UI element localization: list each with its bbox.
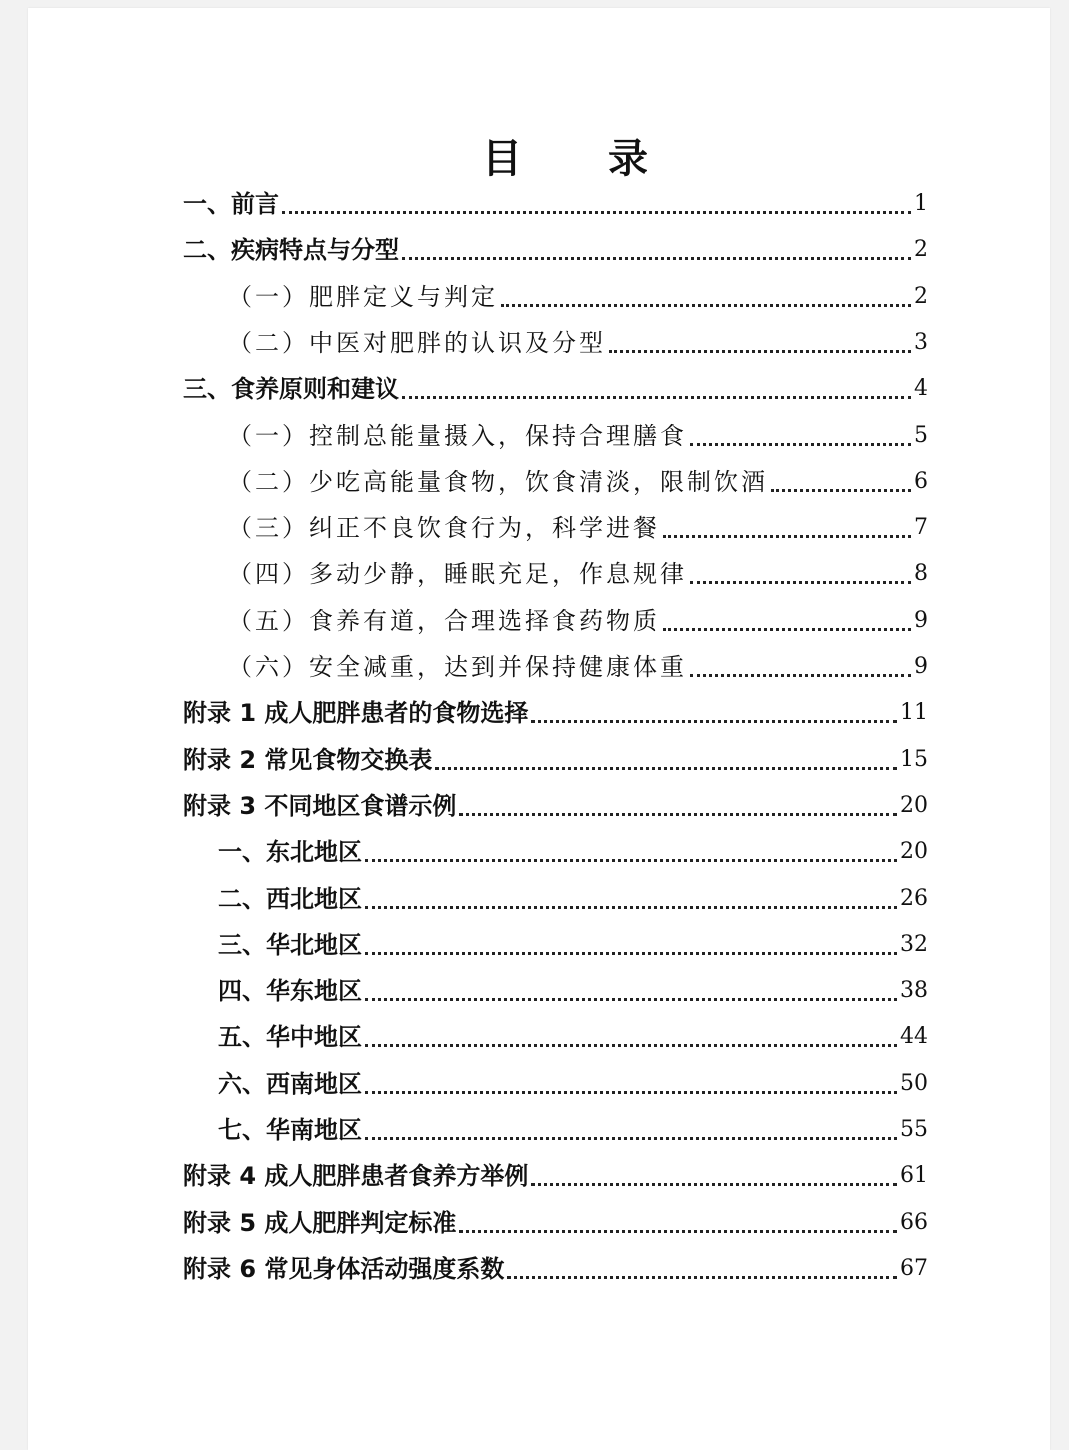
toc-entry-label: （六）安全减重，达到并保持健康体重 [228, 653, 687, 681]
toc-entry-label: 三、食养原则和建议 [183, 375, 399, 403]
toc-page-number: 2 [914, 284, 928, 309]
toc-page-number: 9 [914, 608, 928, 633]
toc-entry[interactable] [218, 1067, 928, 1101]
toc-entry[interactable] [228, 650, 928, 684]
dot-leader [501, 304, 911, 307]
toc-entry-label: （三）纠正不良饮食行为，科学进餐 [228, 514, 660, 542]
toc-entry[interactable] [218, 974, 928, 1008]
dot-leader [365, 906, 897, 909]
toc-entry-label: 附录 1 成人肥胖患者的食物选择 [183, 699, 529, 727]
toc-page-number: 5 [914, 423, 928, 448]
toc-page-number: 15 [900, 747, 928, 772]
toc-page-number: 32 [900, 932, 928, 957]
toc-page-number: 38 [900, 978, 928, 1003]
dot-leader [609, 350, 911, 353]
toc-entry-label: 一、前言 [183, 190, 279, 218]
toc-entry[interactable] [228, 326, 928, 360]
toc-page-number: 9 [914, 654, 928, 679]
toc-entry-label: 七、华南地区 [218, 1116, 362, 1144]
dot-leader [771, 489, 911, 492]
toc-entry-label: 五、华中地区 [218, 1023, 362, 1051]
toc-entry[interactable] [218, 1020, 928, 1054]
toc-page-number: 11 [900, 700, 928, 725]
toc-entry[interactable] [183, 1252, 928, 1286]
dot-leader [663, 628, 911, 631]
toc-entry-label: （一）肥胖定义与判定 [228, 283, 498, 311]
dot-leader [365, 952, 897, 955]
toc-page-number: 20 [900, 839, 928, 864]
toc-page-number: 44 [900, 1024, 928, 1049]
toc-entry[interactable] [183, 233, 928, 267]
dot-leader [531, 720, 897, 723]
dot-leader [365, 998, 897, 1001]
toc-entry-label: 附录 3 不同地区食谱示例 [183, 792, 457, 820]
toc-page-number: 20 [900, 793, 928, 818]
toc-entry[interactable] [228, 557, 928, 591]
toc-entry[interactable] [228, 465, 928, 499]
toc-entry[interactable] [218, 928, 928, 962]
toc-page-number: 6 [914, 469, 928, 494]
dot-leader [663, 535, 911, 538]
dot-leader [365, 1091, 897, 1094]
toc-entry[interactable] [218, 882, 928, 916]
toc-entry-label: （二）中医对肥胖的认识及分型 [228, 329, 606, 357]
toc-page-number: 2 [914, 237, 928, 262]
toc-entry[interactable] [183, 789, 928, 823]
dot-leader [690, 443, 911, 446]
toc-page-number: 1 [914, 191, 928, 216]
toc-page-number: 66 [900, 1210, 928, 1235]
toc-entry-label: （一）控制总能量摄入，保持合理膳食 [228, 422, 687, 450]
dot-leader [365, 859, 897, 862]
dot-leader [365, 1044, 897, 1047]
toc-entry-label: （四）多动少静，睡眠充足，作息规律 [228, 560, 687, 588]
dot-leader [459, 813, 897, 816]
toc-entry-label: 三、华北地区 [218, 931, 362, 959]
toc-entry-label: （二）少吃高能量食物，饮食清淡，限制饮酒 [228, 468, 768, 496]
toc-entry-label: 二、西北地区 [218, 885, 362, 913]
dot-leader [402, 257, 911, 260]
toc-page-number: 61 [900, 1163, 928, 1188]
dot-leader [531, 1183, 897, 1186]
toc-entry[interactable] [228, 280, 928, 314]
dot-leader [402, 396, 911, 399]
toc-entry[interactable] [183, 1206, 928, 1240]
dot-leader [365, 1137, 897, 1140]
toc-page-number: 7 [914, 515, 928, 540]
dot-leader [435, 767, 897, 770]
table-of-contents [28, 8, 1050, 1450]
toc-entry[interactable] [218, 835, 928, 869]
toc-page-number: 50 [900, 1071, 928, 1096]
toc-entry-label: 附录 2 常见食物交换表 [183, 746, 433, 774]
toc-entry-label: 六、西南地区 [218, 1070, 362, 1098]
toc-page-number: 26 [900, 886, 928, 911]
toc-entry-label: 附录 5 成人肥胖判定标准 [183, 1209, 457, 1237]
toc-entry[interactable] [183, 743, 928, 777]
toc-entry-label: （五）食养有道，合理选择食药物质 [228, 607, 660, 635]
toc-page-number: 8 [914, 561, 928, 586]
document-page [28, 8, 1050, 1450]
toc-page-number: 4 [914, 376, 928, 401]
toc-entry[interactable] [228, 511, 928, 545]
toc-entry[interactable] [183, 696, 928, 730]
page-title: 目 录 [482, 135, 684, 182]
dot-leader [690, 674, 911, 677]
toc-entry-label: 一、东北地区 [218, 838, 362, 866]
toc-entry[interactable] [183, 187, 928, 221]
toc-entry-label: 二、疾病特点与分型 [183, 236, 399, 264]
dot-leader [507, 1276, 897, 1279]
toc-entry[interactable] [183, 1159, 928, 1193]
toc-page-number: 55 [900, 1117, 928, 1142]
toc-entry-label: 附录 6 常见身体活动强度系数 [183, 1255, 505, 1283]
toc-entry[interactable] [228, 419, 928, 453]
toc-entry-label: 附录 4 成人肥胖患者食养方举例 [183, 1162, 529, 1190]
toc-entry[interactable] [183, 372, 928, 406]
toc-page-number: 67 [900, 1256, 928, 1281]
dot-leader [459, 1230, 897, 1233]
dot-leader [690, 581, 911, 584]
toc-entry[interactable] [218, 1113, 928, 1147]
dot-leader [282, 211, 911, 214]
toc-page-number: 3 [914, 330, 928, 355]
toc-entry[interactable] [228, 604, 928, 638]
toc-entry-label: 四、华东地区 [218, 977, 362, 1005]
